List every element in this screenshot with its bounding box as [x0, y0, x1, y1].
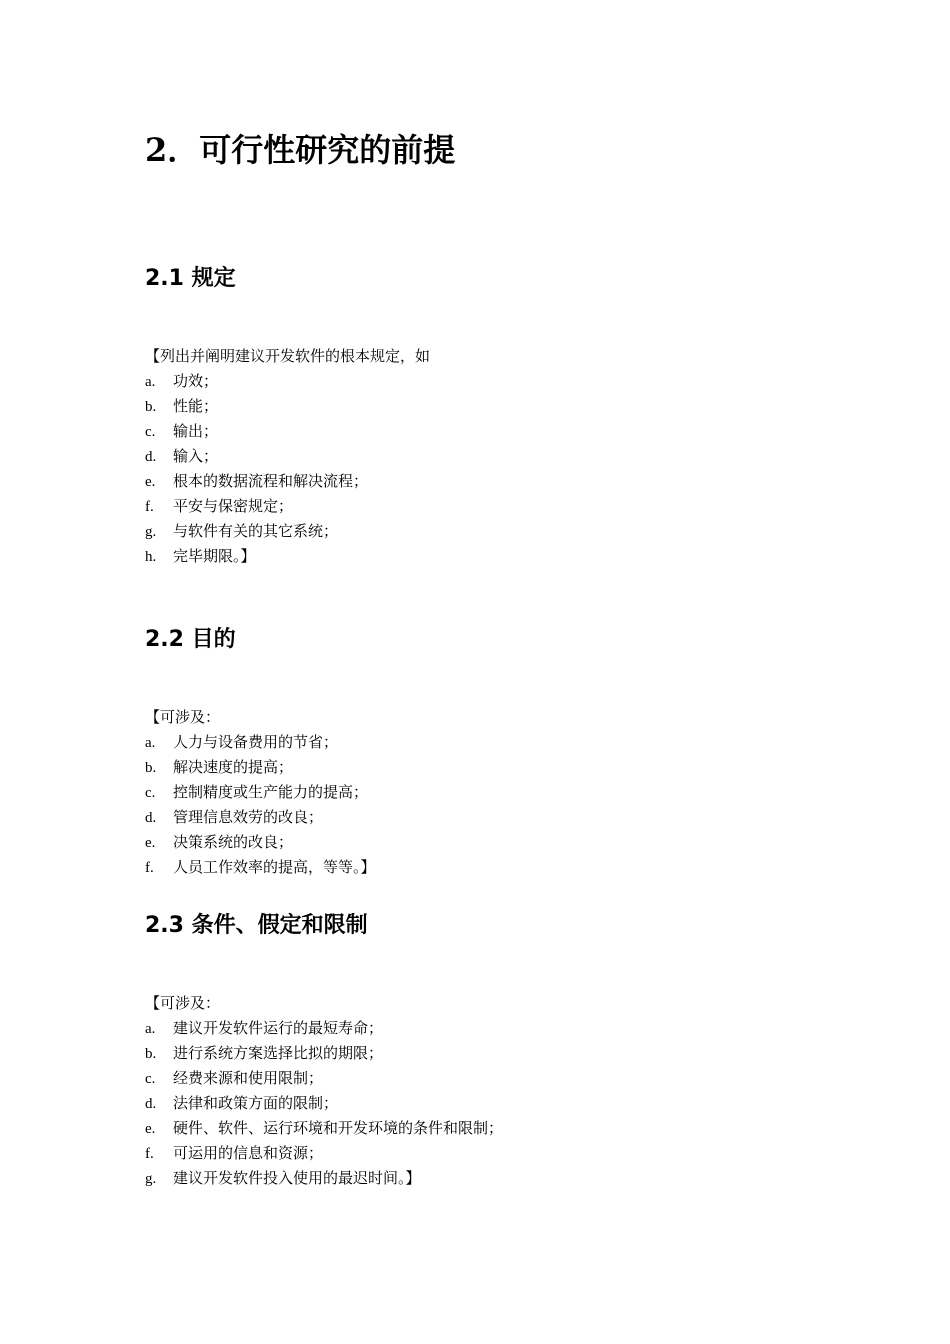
section-body-requirements	[145, 345, 845, 570]
section-body-goals	[145, 706, 845, 881]
list-item	[145, 1042, 845, 1067]
list-marker: g.	[145, 524, 157, 540]
list-item	[145, 470, 845, 495]
list-marker: a.	[145, 374, 156, 390]
list-item	[145, 856, 845, 881]
list-text: 功效；	[173, 374, 219, 390]
list-item	[145, 1167, 845, 1192]
list-text: 进行系统方案选择比拟的期限；	[173, 1046, 384, 1062]
section-body-conditions	[145, 992, 845, 1192]
list-item	[145, 781, 845, 806]
list-text: 平安与保密规定；	[173, 499, 294, 515]
list-text: 经费来源和使用限制；	[173, 1071, 324, 1087]
list-item	[145, 495, 845, 520]
list-item	[145, 1142, 845, 1167]
list-marker: b.	[145, 760, 157, 776]
list-text: 建议开发软件投入使用的最迟时间。】	[173, 1171, 421, 1187]
list-text: 与软件有关的其它系统；	[173, 524, 339, 540]
list-marker: d.	[145, 810, 157, 826]
section-title-goals: 2.2 目的	[145, 627, 236, 652]
list-item	[145, 520, 845, 545]
list-text: 根本的数据流程和解决流程；	[173, 474, 369, 490]
list-text: 性能；	[173, 399, 219, 415]
list-marker: f.	[145, 1146, 154, 1162]
list-item	[145, 420, 845, 445]
list-marker: a.	[145, 735, 156, 751]
list-text: 人员工作效率的提高，等等。】	[173, 860, 376, 876]
list-item	[145, 1092, 845, 1117]
list-item	[145, 445, 845, 470]
list-item	[145, 731, 845, 756]
list-marker: a.	[145, 1021, 156, 1037]
list-item	[145, 545, 845, 570]
list-item	[145, 1017, 845, 1042]
list-text: 法律和政策方面的限制；	[173, 1096, 339, 1112]
list-text: 输出；	[173, 424, 219, 440]
list-text: 输入；	[173, 449, 219, 465]
list-text: 硬件、软件、运行环境和开发环境的条件和限制；	[173, 1121, 504, 1137]
section-title-requirements: 2.1 规定	[145, 266, 236, 291]
section-intro: 【可涉及：	[145, 710, 221, 726]
section-title-conditions: 2.3 条件、假定和限制	[145, 913, 368, 938]
list-marker: d.	[145, 449, 157, 465]
section-intro: 【可涉及：	[145, 996, 221, 1012]
list-marker: e.	[145, 835, 156, 851]
list-text: 可运用的信息和资源；	[173, 1146, 324, 1162]
list-text: 管理信息效劳的改良；	[173, 810, 324, 826]
list-text: 解决速度的提高；	[173, 760, 294, 776]
list-item	[145, 395, 845, 420]
list-marker: c.	[145, 424, 156, 440]
list-marker: f.	[145, 860, 154, 876]
list-text: 控制精度或生产能力的提高；	[173, 785, 369, 801]
list-item	[145, 756, 845, 781]
list-text: 建议开发软件运行的最短寿命；	[173, 1021, 384, 1037]
list-item	[145, 1117, 845, 1142]
chapter-title: 2．可行性研究的前提	[145, 131, 456, 169]
section-intro: 【列出并阐明建议开发软件的根本规定，如	[145, 349, 431, 365]
list-marker: e.	[145, 474, 156, 490]
list-marker: b.	[145, 1046, 157, 1062]
list-marker: e.	[145, 1121, 156, 1137]
list-item	[145, 1067, 845, 1092]
list-marker: g.	[145, 1171, 157, 1187]
list-marker: f.	[145, 499, 154, 515]
list-text: 完毕期限。】	[173, 549, 256, 565]
list-item	[145, 370, 845, 395]
list-marker: b.	[145, 399, 157, 415]
list-marker: c.	[145, 1071, 156, 1087]
list-marker: d.	[145, 1096, 157, 1112]
list-item	[145, 806, 845, 831]
list-text: 人力与设备费用的节省；	[173, 735, 339, 751]
list-text: 决策系统的改良；	[173, 835, 294, 851]
list-item	[145, 831, 845, 856]
list-marker: c.	[145, 785, 156, 801]
list-marker: h.	[145, 549, 157, 565]
